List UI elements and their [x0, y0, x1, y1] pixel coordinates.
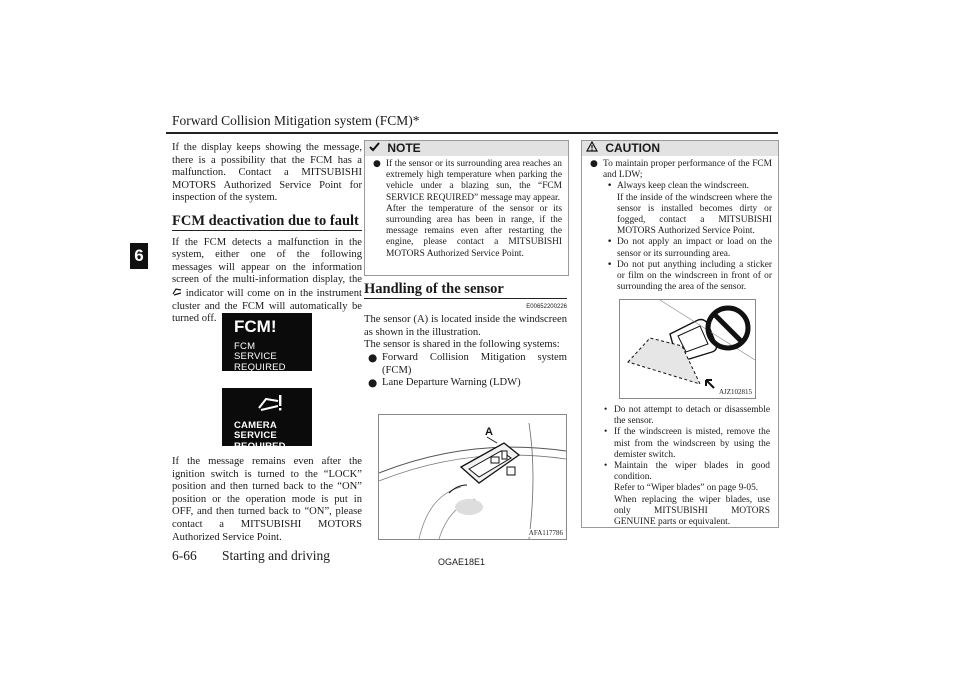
sensor-location-figure	[378, 414, 567, 540]
caution-header	[582, 141, 778, 156]
note-icon	[369, 141, 383, 155]
windscreen-illustration	[379, 415, 566, 539]
paragraph-1: If the display keeps showing the message, there is a possibility that the FCM has a malfunction. Contact a MITSUBISHI MOTORS Authorized Service Point for inspection of the system.	[172, 142, 362, 204]
bullet-circle-icon: ●	[373, 159, 381, 169]
caution-item: • If the windscreen is misted, remove the mist from the windscreen by using the demister switch.	[604, 427, 770, 460]
camera-line-2: SERVICE REQUIRED	[234, 430, 286, 452]
bullet-circle-icon: ●	[368, 377, 378, 390]
caution-item-text: Maintain the wiper blades in good condition.	[614, 461, 770, 483]
bullet-circle-icon: ●	[590, 159, 598, 169]
note-item-2: After the temperature of the sensor or its surrounding area has been in range, if the message remains even after restarting the engine, please contact a MITSUBISHI MOTORS Authorized Service Point.	[386, 203, 562, 259]
fcm-big-text: FCM!	[234, 317, 277, 336]
paragraph-2-start: If the FCM detects a malfunction in the system, either one of the following messages will appear on the information screen of the multi-information display, the	[172, 236, 362, 286]
prohibited-illustration	[620, 300, 755, 398]
camera-service-screen	[222, 388, 312, 452]
page-number: 6-66	[172, 548, 197, 563]
prohibited-icon	[708, 308, 748, 348]
caution-item-text: Do not put anything including a sticker or film on the windscreen in front of or surrounding the area of the sensor.	[617, 259, 772, 293]
caution-item-text: If the windscreen is misted, remove the mist from the windscreen by using the demister switch.	[614, 427, 770, 460]
caution-intro: To maintain proper performance of the FCM and LDW;	[603, 159, 772, 181]
caution-item-sub: If the inside of the windscreen where the sensor is installed becomes dirty or fogged, contact a MITSUBISHI MOTORS Authorized Service Point.	[617, 192, 772, 237]
left-column	[172, 142, 362, 326]
caution-item-text: Do not apply an impact or load on the sensor or its surrounding area.	[617, 237, 772, 259]
section-title-fault: FCM deactivation due to fault	[172, 215, 362, 231]
sensor-paragraph-2: The sensor is shared in the following systems:	[364, 339, 560, 351]
warning-triangle-icon	[586, 141, 601, 155]
header-rule	[166, 132, 778, 134]
sticker-prohibited-figure	[619, 299, 756, 399]
figure-code: AFA117786	[528, 529, 563, 537]
note-body	[365, 156, 568, 264]
fcm-warning-icon	[172, 288, 186, 299]
sensor-warning-icon	[256, 394, 282, 417]
left-column-bottom	[172, 456, 362, 544]
page-header: Forward Collision Mitigation system (FCM)*	[172, 113, 420, 128]
system-item-ldw: Lane Departure Warning (LDW)	[382, 377, 521, 389]
note-header	[365, 141, 568, 156]
caution-intro-item	[590, 159, 772, 293]
caution-item-sub: Refer to “Wiper blades” on page 9-05.	[614, 483, 759, 494]
caution-label: CAUTION	[605, 141, 661, 155]
note-label: NOTE	[387, 141, 421, 155]
note-box	[364, 140, 569, 276]
fcm-line-2: SERVICE REQUIRED	[234, 351, 286, 373]
section-title-sensor: Handling of the sensor	[364, 283, 567, 299]
caution-item-text: Do not attempt to detach or disassemble the sensor.	[614, 405, 770, 427]
system-item	[364, 352, 567, 377]
note-item	[373, 159, 562, 260]
paragraph-3: If the message remains even after the ignition switch is turned to the “LOCK” position and then turned back to the “ON” position or the operation mode is put in OFF, and then turned back to “ON”, please contact a MITSUBISHI MOTORS Authorized Service Point.	[172, 456, 362, 543]
caution-item-text: Always keep clean the windscreen.	[617, 181, 749, 192]
note-item-1: If the sensor or its surrounding area reaches an extremely high temperature when parking the vehicle under a blazing sun, the “FCM SERVICE REQUIRED” message may appear.	[386, 159, 562, 203]
fcm-line-1: FCM	[234, 341, 256, 352]
footer-code: OGAE18E1	[438, 557, 486, 567]
section-code: E00652200226	[526, 303, 567, 310]
caution-item-sub: When replacing the wiper blades, use only MITSUBISHI MOTORS GENUINE parts or equivalent.	[614, 494, 770, 528]
sensor-paragraph-1: The sensor (A) is located inside the windscreen as shown in the illustration.	[364, 314, 567, 338]
caution-body	[582, 156, 778, 297]
caution-item: • Do not apply an impact or load on the sensor or its surrounding area.	[607, 237, 772, 259]
paragraph-2-end: indicator will come on in the instrument cluster and the FCM will automatically be turned off.	[172, 287, 362, 325]
sensor-a-label: A	[485, 426, 493, 438]
caution-item: • Maintain the wiper blades in good condition. Refer to “Wiper blades” on page 9-05. When replacing the wiper blades, use only MITSUBISHI MOTORS GENUINE parts or equivalent.	[604, 461, 770, 528]
chapter-tab: 6	[130, 243, 148, 269]
system-item	[364, 377, 567, 390]
figure-code: AJZ102815	[718, 388, 752, 396]
caution-item: • Do not attempt to detach or disassemble the sensor.	[604, 405, 770, 427]
fcm-service-screen	[222, 313, 312, 371]
footer-section: Starting and driving	[222, 548, 330, 563]
caution-item: • Always keep clean the windscreen. If the inside of the windscreen where the sensor is installed becomes dirty or fogged, contact a MITSUBISHI MOTORS Authorized Service Point.	[607, 181, 772, 237]
bullet-circle-icon: ●	[368, 351, 378, 364]
caution-item: • Do not put anything including a sticker or film on the windscreen in front of or surrounding the area of the sensor.	[607, 259, 772, 293]
camera-line-1: CAMERA	[234, 420, 277, 431]
system-item-fcm: Forward Collision Mitigation system (FCM)	[382, 351, 567, 376]
middle-column	[364, 283, 567, 390]
caution-bottom-list	[590, 405, 770, 528]
